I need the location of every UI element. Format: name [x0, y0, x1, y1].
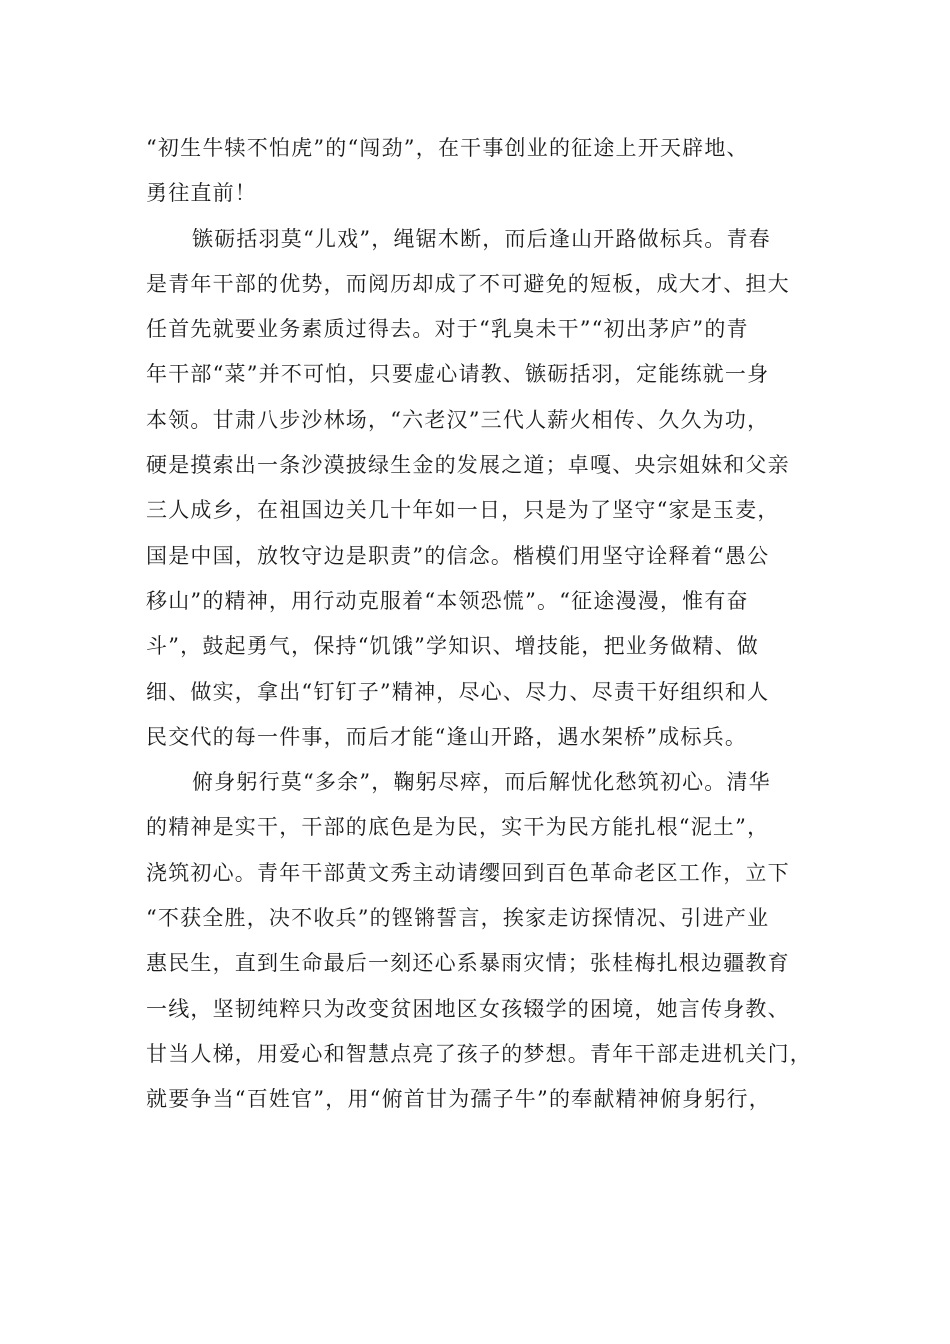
text-line: 民交代的每一件事，而后才能“逢山开路，遇水架桥”成标兵。: [146, 724, 748, 749]
text-line: 细、做实，拿出“钉钉子”精神，尽心、尽力、尽责干好组织和人: [146, 679, 770, 704]
text-line: 移山”的精神，用行动克服着“本领恐慌”。“征途漫漫，惟有奋: [146, 588, 749, 613]
text-line: 年干部“菜”并不可怕，只要虚心请教、镞砺括羽，定能练就一身: [146, 362, 770, 387]
text-line: 浇筑初心。青年干部黄文秀主动请缨回到百色革命老区工作，立下: [146, 860, 790, 885]
text-line: 俯身躬行莫“多余”，鞠躬尽瘁，而后解忧化愁筑初心。清华: [192, 770, 771, 795]
text-line: 就要争当“百姓官”，用“俯首甘为孺子牛”的奉献精神俯身躬行，: [146, 1087, 771, 1112]
text-line: 镞砺括羽莫“儿戏”，绳锯木断，而后逢山开路做标兵。青春: [192, 226, 771, 251]
text-line: 是青年干部的优势，而阅历却成了不可避免的短板，成大才、担大: [146, 271, 790, 296]
text-line: 勇往直前！: [146, 181, 257, 206]
text-line: 三人成乡，在祖国边关几十年如一日，只是为了坚守“家是玉麦，: [146, 498, 780, 523]
body-text: [146, 126, 816, 1123]
text-line: 一线，坚韧纯粹只为改变贫困地区女孩辍学的困境，她言传身教、: [146, 996, 790, 1021]
text-line: “不获全胜，决不收兵”的铿锵誓言，挨家走访探情况、引进产业: [146, 906, 770, 931]
text-line: 国是中国，放牧守边是职责”的信念。楷模们用坚守诠释着“愚公: [146, 543, 770, 568]
text-line: “初生牛犊不怕虎”的“闯劲”，在干事创业的征途上开天辟地、: [146, 136, 749, 160]
text-line: 任首先就要业务素质过得去。对于“乳臭未干”“初出茅庐”的青: [146, 317, 749, 342]
text-line: 惠民生，直到生命最后一刻还心系暴雨灾情；张桂梅扎根边疆教育: [146, 951, 790, 976]
text-line: 的精神是实干，干部的底色是为民，实干为民方能扎根“泥土”，: [146, 815, 770, 840]
text-line: 斗”，鼓起勇气，保持“饥饿”学知识、增技能，把业务做精、做: [146, 634, 760, 659]
text-line: 硬是摸索出一条沙漠披绿生金的发展之道；卓嘎、央宗姐妹和父亲: [146, 453, 790, 478]
text-line: 甘当人梯，用爱心和智慧点亮了孩子的梦想。青年干部走进机关门，: [146, 1041, 812, 1066]
text-line: 本领。甘肃八步沙林场，“六老汉”三代人薪火相传、久久为功，: [146, 407, 770, 432]
